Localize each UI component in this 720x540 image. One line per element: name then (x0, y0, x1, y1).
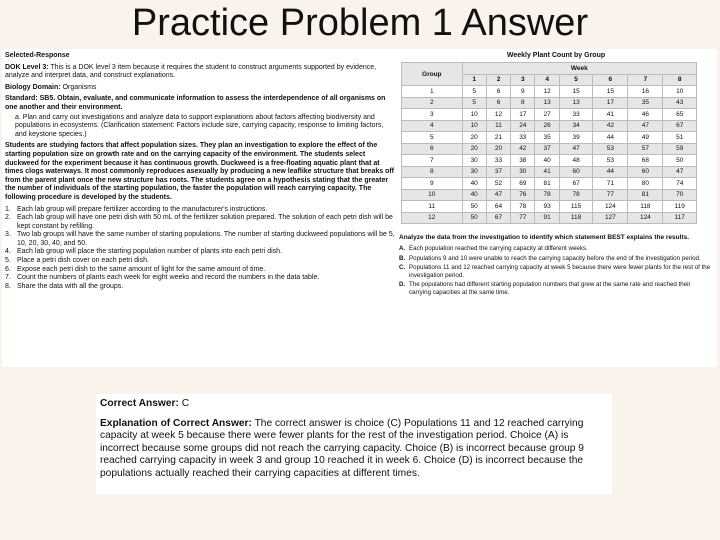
standard-subpoint: a. Plan and carry out investigations and analyze data to support explanations about factors affecting biodiversity and populations in ecosystems. (Clarification statement: Factors include size, carrying capacity, response to limiting factors, and keystone species.) (15, 113, 384, 138)
week-column-header: Week (462, 63, 696, 75)
count-cell: 47 (663, 166, 697, 178)
count-cell: 30 (462, 155, 486, 167)
group-cell: 10 (402, 189, 463, 201)
count-cell: 24 (511, 120, 535, 132)
count-cell: 38 (511, 155, 535, 167)
procedure-step (5, 231, 395, 248)
count-cell: 20 (486, 143, 510, 155)
table-row (402, 97, 697, 109)
group-cell: 7 (402, 155, 463, 167)
group-cell: 6 (402, 143, 463, 155)
table-row (402, 166, 697, 178)
count-cell: 16 (628, 86, 663, 98)
group-cell: 8 (402, 166, 463, 178)
count-cell: 17 (593, 97, 628, 109)
week-number-header: 4 (535, 74, 559, 86)
standard-label: Standard: SB5. (5, 95, 56, 103)
procedure-list (5, 206, 395, 292)
table-row (402, 143, 697, 155)
count-cell: 76 (511, 189, 535, 201)
group-column-header: Group (402, 63, 463, 86)
count-cell: 33 (511, 132, 535, 144)
procedure-step (5, 257, 395, 266)
choice-letter: D. (399, 281, 406, 289)
step-text: Each lab group will place the starting population number of plants into each petri dish. (17, 248, 282, 256)
table-row (402, 86, 697, 98)
count-cell: 34 (559, 120, 593, 132)
step-number: 6. (5, 265, 11, 273)
count-cell: 67 (663, 120, 697, 132)
count-cell: 21 (486, 132, 510, 144)
weekly-plant-count-table (401, 62, 697, 224)
count-cell: 60 (559, 166, 593, 178)
group-cell: 9 (402, 178, 463, 190)
count-cell: 47 (628, 120, 663, 132)
step-number: 2. (5, 214, 11, 222)
group-cell: 11 (402, 201, 463, 213)
count-cell: 48 (559, 155, 593, 167)
step-number: 8. (5, 282, 11, 290)
count-cell: 127 (593, 212, 628, 224)
count-cell: 26 (535, 120, 559, 132)
step-number: 7. (5, 274, 11, 282)
table-row (402, 132, 697, 144)
scenario-text: Students are studying factors that affect population sizes. They plan an investigation to explore the effect of the starting population size on growth rate and on the carrying capacity of the environment. The students select duckweed for the experiment because it has continuous growth. Duckweed is a free-floating aquatic plant that at times clogs waterways. It most commonly reproduces asexually by producing a new leaflike structure that breaks off from the parent plant once the new structure has roots. The students agree on a hypothesis stating that the greater the number of individuals of the starting population, the faster the population will reach carrying capacity. The following procedure is developed by the students. (5, 142, 395, 201)
count-cell: 50 (462, 212, 486, 224)
step-number: 5. (5, 257, 11, 265)
step-text: Share the data with all the groups. (17, 282, 124, 290)
count-cell: 67 (486, 212, 510, 224)
week-number-header: 7 (628, 74, 663, 86)
week-number-header: 6 (593, 74, 628, 86)
count-cell: 33 (486, 155, 510, 167)
choice-text: Populations 11 and 12 reached carrying capacity at week 5 because there were fewer plants for the rest of the investigation period. (409, 264, 711, 279)
choice-letter: C. (399, 264, 406, 272)
domain-label: Biology Domain: (5, 83, 61, 91)
count-cell: 118 (628, 201, 663, 213)
count-cell: 15 (559, 86, 593, 98)
group-cell: 12 (402, 212, 463, 224)
table-row (402, 201, 697, 213)
count-cell: 37 (535, 143, 559, 155)
step-text: Each lab group will prepare fertilizer according to the manufacturer's instructions. (17, 205, 268, 213)
count-cell: 40 (535, 155, 559, 167)
domain-text: Organisms (62, 83, 97, 91)
table-row (402, 109, 697, 121)
table-row (402, 178, 697, 190)
count-cell: 81 (535, 178, 559, 190)
count-cell: 6 (486, 97, 510, 109)
count-cell: 50 (462, 201, 486, 213)
count-cell: 42 (511, 143, 535, 155)
count-cell: 35 (628, 97, 663, 109)
count-cell: 39 (559, 132, 593, 144)
count-cell: 124 (593, 201, 628, 213)
group-cell: 4 (402, 120, 463, 132)
count-cell: 124 (628, 212, 663, 224)
group-cell: 1 (402, 86, 463, 98)
count-cell: 12 (486, 109, 510, 121)
step-number: 4. (5, 248, 11, 256)
table-body (402, 86, 697, 224)
count-cell: 53 (593, 155, 628, 167)
answer-choice (399, 264, 713, 279)
count-cell: 91 (535, 212, 559, 224)
slide-title: Practice Problem 1 Answer (131, 2, 589, 44)
explanation-label: Explanation of Correct Answer: (100, 417, 252, 429)
count-cell: 77 (593, 189, 628, 201)
data-panel (399, 52, 713, 299)
count-cell: 81 (628, 189, 663, 201)
table-row (402, 212, 697, 224)
choice-text: The populations had different starting population numbers that grew at the same rate and reached their carrying capacities at the same time. (409, 281, 691, 296)
procedure-step (5, 274, 395, 283)
answer-choice (399, 245, 713, 253)
count-cell: 118 (559, 212, 593, 224)
count-cell: 119 (663, 201, 697, 213)
count-cell: 47 (486, 189, 510, 201)
count-cell: 77 (511, 212, 535, 224)
count-cell: 51 (663, 132, 697, 144)
section-heading: Selected-Response (5, 52, 70, 59)
table-row (402, 120, 697, 132)
step-text: Count the numbers of plants each week for eight weeks and record the numbers in the data table. (17, 274, 320, 282)
dok-label: DOK Level 3: (5, 63, 49, 71)
explanation-text: The correct answer is choice (C) Populations 11 and 12 reached carrying capacity at week 5 because there were fewer plants for the rest of the investigation period. Choice (A) is incorrect because some groups did not reach the carrying capacity. Choice (B) is incorrect because group 9 reached carrying capacity in week 3 and group 10 reached it in week 6. Choice (D) is incorrect because the populations actually reached their carrying capacities at different times. (100, 417, 584, 479)
step-text: Each lab group will have one petri dish with 50 mL of the fertilizer solution prepared. The solution of each petri dish will be kept constant by refilling. (17, 214, 393, 230)
count-cell: 9 (511, 86, 535, 98)
count-cell: 8 (511, 97, 535, 109)
item-description (5, 52, 395, 291)
count-cell: 5 (462, 97, 486, 109)
count-cell: 27 (535, 109, 559, 121)
count-cell: 30 (462, 166, 486, 178)
week-number-header: 2 (486, 74, 510, 86)
count-cell: 17 (511, 109, 535, 121)
count-cell: 40 (462, 189, 486, 201)
count-cell: 10 (462, 120, 486, 132)
count-cell: 13 (535, 97, 559, 109)
count-cell: 93 (535, 201, 559, 213)
procedure-step (5, 214, 395, 231)
count-cell: 42 (593, 120, 628, 132)
count-cell: 74 (663, 178, 697, 190)
count-cell: 20 (462, 143, 486, 155)
count-cell: 33 (559, 109, 593, 121)
count-cell: 11 (486, 120, 510, 132)
document-excerpt (2, 49, 717, 367)
question-text: Analyze the data from the investigation to identify which statement BEST explains the results. (399, 234, 690, 241)
choice-letter: B. (399, 254, 406, 262)
dok-text: This is a DOK level 3 item because it requires the student to construct arguments supported by evidence, analyze and interpret data, and construct explanations. (5, 63, 377, 80)
step-text: Place a petri dish cover on each petri dish. (17, 257, 149, 265)
count-cell: 80 (628, 178, 663, 190)
count-cell: 44 (593, 166, 628, 178)
count-cell: 69 (511, 178, 535, 190)
answer-choices (399, 245, 713, 297)
count-cell: 78 (511, 201, 535, 213)
step-number: 3. (5, 231, 11, 239)
count-cell: 10 (663, 86, 697, 98)
count-cell: 59 (663, 143, 697, 155)
count-cell: 67 (559, 178, 593, 190)
choice-text: Populations 9 and 10 were unable to reach the carrying capacity before the end of the investigation period. (409, 254, 701, 262)
procedure-step (5, 248, 395, 257)
step-number: 1. (5, 205, 11, 213)
count-cell: 47 (559, 143, 593, 155)
standard-text: Obtain, evaluate, and communicate information to assess the interdependence of all organisms on one another and their environment. (5, 95, 386, 111)
count-cell: 115 (559, 201, 593, 213)
table-title: Weekly Plant Count by Group (506, 52, 606, 59)
count-cell: 12 (535, 86, 559, 98)
count-cell: 43 (663, 97, 697, 109)
answer-choice (399, 281, 713, 296)
count-cell: 6 (486, 86, 510, 98)
correct-answer-label: Correct Answer: (100, 398, 179, 409)
count-cell: 78 (559, 189, 593, 201)
count-cell: 64 (486, 201, 510, 213)
count-cell: 10 (462, 109, 486, 121)
count-cell: 57 (628, 143, 663, 155)
count-cell: 46 (628, 109, 663, 121)
group-cell: 5 (402, 132, 463, 144)
table-row (402, 155, 697, 167)
choice-text: Each population reached the carrying capacity at different weeks. (409, 245, 588, 252)
count-cell: 60 (628, 166, 663, 178)
count-cell: 20 (462, 132, 486, 144)
answer-explanation-box (96, 394, 612, 494)
count-cell: 13 (559, 97, 593, 109)
count-cell: 5 (462, 86, 486, 98)
week-number-header: 1 (462, 74, 486, 86)
answer-choice (399, 255, 713, 263)
count-cell: 41 (535, 166, 559, 178)
table-row (402, 189, 697, 201)
procedure-step (5, 206, 395, 215)
step-text: Expose each petri dish to the same amount of light for the same amount of time. (17, 265, 266, 273)
count-cell: 71 (593, 178, 628, 190)
count-cell: 30 (511, 166, 535, 178)
count-cell: 117 (663, 212, 697, 224)
correct-answer-value: C (181, 398, 190, 409)
count-cell: 15 (593, 86, 628, 98)
count-cell: 53 (593, 143, 628, 155)
week-number-header: 5 (559, 74, 593, 86)
count-cell: 40 (462, 178, 486, 190)
group-cell: 2 (402, 97, 463, 109)
choice-letter: A. (399, 245, 406, 252)
procedure-step (5, 283, 395, 292)
procedure-step (5, 266, 395, 275)
count-cell: 49 (628, 132, 663, 144)
count-cell: 65 (663, 109, 697, 121)
step-text: Two lab groups will have the same number of starting populations. The number of starting duckweed populations will be 5, 10, 20, 30, 40, and 50. (17, 231, 395, 247)
count-cell: 70 (663, 189, 697, 201)
count-cell: 50 (663, 155, 697, 167)
week-number-header: 3 (511, 74, 535, 86)
week-number-header: 8 (663, 74, 697, 86)
count-cell: 37 (486, 166, 510, 178)
count-cell: 44 (593, 132, 628, 144)
count-cell: 35 (535, 132, 559, 144)
group-cell: 3 (402, 109, 463, 121)
count-cell: 52 (486, 178, 510, 190)
count-cell: 68 (628, 155, 663, 167)
count-cell: 41 (593, 109, 628, 121)
count-cell: 78 (535, 189, 559, 201)
